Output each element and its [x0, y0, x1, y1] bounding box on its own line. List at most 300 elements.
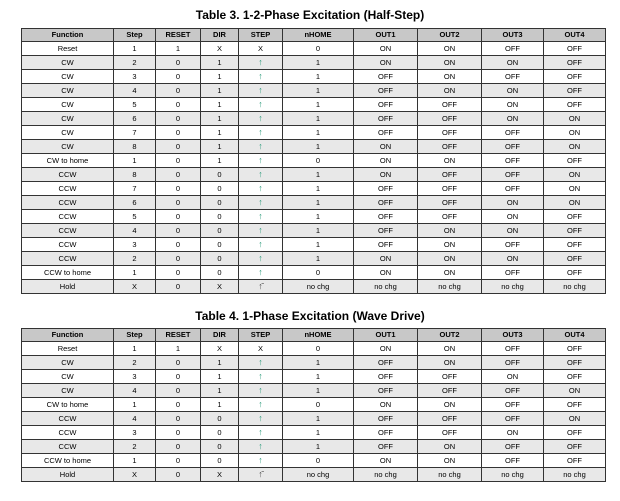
column-header: OUT1: [354, 329, 418, 342]
table-cell: 1: [114, 454, 156, 468]
table-cell: 0: [201, 196, 239, 210]
table-cell: 1: [114, 342, 156, 356]
column-header: OUT1: [354, 29, 418, 42]
table-cell: OFF: [544, 154, 606, 168]
table-cell: no chg: [354, 468, 418, 482]
table-cell: X: [239, 42, 283, 56]
table-cell: 1: [283, 356, 354, 370]
table-cell: CCW: [22, 412, 114, 426]
table-cell: 1: [283, 56, 354, 70]
table-cell: 0: [283, 266, 354, 280]
table-cell: 1: [114, 398, 156, 412]
table-cell: no chg: [283, 468, 354, 482]
table-cell: OFF: [544, 70, 606, 84]
table-row: [22, 454, 606, 468]
table-cell: OFF: [544, 42, 606, 56]
table-row: [22, 370, 606, 384]
table-cell: ON: [418, 238, 482, 252]
table-cell: 0: [156, 356, 201, 370]
table-cell: 0: [201, 426, 239, 440]
table-cell: 0: [201, 210, 239, 224]
table-4-title: Table 4. 1-Phase Excitation (Wave Drive): [195, 309, 425, 323]
table-cell: 1: [283, 126, 354, 140]
column-header: OUT4: [544, 29, 606, 42]
table-cell: ON: [482, 112, 544, 126]
table-cell: no chg: [544, 468, 606, 482]
column-header: RESET: [156, 29, 201, 42]
table-cell: 0: [156, 398, 201, 412]
table-row: [22, 356, 606, 370]
table-cell: 0: [156, 168, 201, 182]
table-cell: ON: [418, 154, 482, 168]
table-cell: OFF: [544, 454, 606, 468]
table-cell: OFF: [482, 182, 544, 196]
table-cell: ↑: [239, 210, 283, 224]
table-cell: 1: [201, 84, 239, 98]
table-row: [22, 384, 606, 398]
table-row: [22, 84, 606, 98]
column-header: OUT2: [418, 29, 482, 42]
table-cell: ↑: [239, 56, 283, 70]
table-cell: OFF: [544, 210, 606, 224]
table-cell: ON: [418, 356, 482, 370]
table-cell: ↑: [239, 126, 283, 140]
table-cell: OFF: [418, 370, 482, 384]
table-cell: 0: [283, 398, 354, 412]
table-cell: OFF: [544, 84, 606, 98]
table-cell: 0: [156, 384, 201, 398]
column-header: DIR: [201, 29, 239, 42]
table-cell: X: [201, 42, 239, 56]
table-cell: ↑: [239, 140, 283, 154]
table-cell: OFF: [482, 356, 544, 370]
table-row: [22, 252, 606, 266]
column-header: OUT2: [418, 329, 482, 342]
table-cell: Reset: [22, 342, 114, 356]
table-header-row: [22, 329, 606, 342]
table-cell: 0: [156, 280, 201, 294]
table-cell: 1: [283, 384, 354, 398]
table-cell: 0: [283, 42, 354, 56]
table-cell: 8: [114, 168, 156, 182]
table-cell: 1: [201, 384, 239, 398]
table-row: [22, 280, 606, 294]
table-cell: 0: [156, 98, 201, 112]
table-cell: 0: [201, 182, 239, 196]
table-cell: no chg: [544, 280, 606, 294]
table-cell: 2: [114, 440, 156, 454]
table-cell: OFF: [418, 112, 482, 126]
table-cell: X: [114, 280, 156, 294]
table-cell: 1: [283, 140, 354, 154]
table-cell: ↑: [239, 154, 283, 168]
table-cell: OFF: [418, 196, 482, 210]
table-cell: OFF: [544, 426, 606, 440]
table-cell: 0: [156, 196, 201, 210]
table-cell: ON: [482, 426, 544, 440]
column-header: OUT3: [482, 329, 544, 342]
table-cell: OFF: [482, 266, 544, 280]
table-cell: ON: [544, 384, 606, 398]
table-cell: 6: [114, 196, 156, 210]
table-cell: ON: [418, 42, 482, 56]
table-cell: ↑: [239, 426, 283, 440]
table-cell: 0: [201, 412, 239, 426]
table-cell: ↑: [239, 398, 283, 412]
table-cell: no chg: [354, 280, 418, 294]
table-cell: OFF: [354, 384, 418, 398]
table-cell: 0: [156, 154, 201, 168]
table-cell: X: [201, 342, 239, 356]
table-cell: CW: [22, 384, 114, 398]
table-cell: 1: [283, 98, 354, 112]
table-cell: ON: [418, 84, 482, 98]
table-cell: 0: [283, 154, 354, 168]
table-cell: 1: [283, 252, 354, 266]
table-cell: OFF: [544, 398, 606, 412]
table-cell: CCW to home: [22, 454, 114, 468]
table-cell: CW: [22, 84, 114, 98]
table-cell: ON: [544, 126, 606, 140]
table-cell: ↑: [239, 112, 283, 126]
table-cell: 0: [156, 84, 201, 98]
table-cell: 1: [201, 154, 239, 168]
table-cell: 0: [156, 370, 201, 384]
table-cell: 1: [201, 70, 239, 84]
table-cell: ON: [482, 210, 544, 224]
column-header: nHOME: [283, 29, 354, 42]
table-cell: 5: [114, 210, 156, 224]
table-cell: CW: [22, 140, 114, 154]
table-cell: CW: [22, 370, 114, 384]
table-cell: OFF: [354, 224, 418, 238]
table-cell: 2: [114, 356, 156, 370]
table-cell: ↑: [239, 238, 283, 252]
table-cell: OFF: [354, 98, 418, 112]
table-cell: OFF: [354, 126, 418, 140]
table-3-half-step: [21, 28, 606, 294]
table-row: [22, 440, 606, 454]
table-cell: 1: [201, 98, 239, 112]
table-cell: 1: [114, 154, 156, 168]
table-cell: CW: [22, 356, 114, 370]
table-cell: ON: [482, 84, 544, 98]
table-cell: 4: [114, 384, 156, 398]
table-cell: OFF: [482, 384, 544, 398]
table-cell: Hold: [22, 468, 114, 482]
table-4-wave-drive: [21, 328, 606, 482]
table-cell: 1: [283, 196, 354, 210]
table-cell: ↑̄: [239, 280, 283, 294]
table-cell: X: [239, 342, 283, 356]
table-cell: ON: [418, 70, 482, 84]
table-cell: 4: [114, 224, 156, 238]
table-row: [22, 196, 606, 210]
table-cell: ON: [544, 140, 606, 154]
table-row: [22, 426, 606, 440]
table-cell: OFF: [354, 370, 418, 384]
table-cell: OFF: [354, 440, 418, 454]
table-cell: 1: [283, 426, 354, 440]
table-cell: CW: [22, 126, 114, 140]
table-cell: no chg: [482, 280, 544, 294]
table-cell: CCW: [22, 210, 114, 224]
table-cell: no chg: [418, 280, 482, 294]
table-cell: ON: [354, 454, 418, 468]
table-cell: 4: [114, 412, 156, 426]
table-cell: 2: [114, 56, 156, 70]
table-cell: ON: [544, 182, 606, 196]
table-cell: 1: [283, 182, 354, 196]
table-row: [22, 154, 606, 168]
table-cell: ↑: [239, 440, 283, 454]
table-cell: ON: [418, 454, 482, 468]
table-cell: 0: [156, 468, 201, 482]
table-cell: ↑: [239, 182, 283, 196]
table-cell: OFF: [544, 56, 606, 70]
table-cell: ON: [354, 140, 418, 154]
table-cell: 0: [283, 454, 354, 468]
table-cell: OFF: [482, 238, 544, 252]
table-cell: 0: [156, 182, 201, 196]
table-cell: ↑: [239, 98, 283, 112]
table-cell: CW to home: [22, 398, 114, 412]
table-cell: no chg: [482, 468, 544, 482]
table-cell: ON: [482, 224, 544, 238]
table-cell: ↑: [239, 454, 283, 468]
table-cell: ON: [354, 398, 418, 412]
table-row: [22, 224, 606, 238]
table-cell: 1: [201, 370, 239, 384]
table-row: [22, 70, 606, 84]
table-cell: CCW: [22, 182, 114, 196]
table-cell: 1: [201, 112, 239, 126]
table-cell: OFF: [354, 70, 418, 84]
table-cell: 7: [114, 126, 156, 140]
table-cell: ON: [418, 224, 482, 238]
table-cell: OFF: [544, 440, 606, 454]
table-cell: CW to home: [22, 154, 114, 168]
table-cell: OFF: [544, 356, 606, 370]
table-cell: 3: [114, 426, 156, 440]
table-cell: ON: [544, 168, 606, 182]
column-header: Step: [114, 29, 156, 42]
table-cell: 1: [283, 70, 354, 84]
table-cell: OFF: [418, 182, 482, 196]
table-cell: 0: [156, 252, 201, 266]
table-cell: ON: [418, 252, 482, 266]
column-header: STEP: [239, 29, 283, 42]
table-header-row: [22, 29, 606, 42]
table-cell: 0: [201, 266, 239, 280]
table-cell: ON: [482, 196, 544, 210]
table-cell: ↑: [239, 412, 283, 426]
table-cell: ↑: [239, 370, 283, 384]
table-row: [22, 112, 606, 126]
table-cell: ON: [482, 370, 544, 384]
table-cell: CCW: [22, 440, 114, 454]
table-cell: 3: [114, 238, 156, 252]
table-cell: OFF: [354, 356, 418, 370]
table-cell: ON: [482, 98, 544, 112]
table-cell: 2: [114, 252, 156, 266]
table-cell: 0: [156, 238, 201, 252]
table-cell: ↑: [239, 224, 283, 238]
table-cell: ON: [354, 42, 418, 56]
table-cell: 1: [156, 42, 201, 56]
table-row: [22, 468, 606, 482]
table-row: [22, 238, 606, 252]
table-cell: CCW to home: [22, 266, 114, 280]
table-cell: 1: [156, 342, 201, 356]
table-row: [22, 266, 606, 280]
table-cell: 0: [156, 140, 201, 154]
table-cell: 0: [201, 224, 239, 238]
table-row: [22, 210, 606, 224]
table-cell: CCW: [22, 426, 114, 440]
table-cell: OFF: [544, 370, 606, 384]
table-cell: 5: [114, 98, 156, 112]
table-cell: Reset: [22, 42, 114, 56]
table-cell: ↑: [239, 196, 283, 210]
table-row: [22, 182, 606, 196]
table-cell: 0: [283, 342, 354, 356]
table-cell: 0: [201, 440, 239, 454]
table-cell: OFF: [354, 84, 418, 98]
table-cell: 1: [283, 440, 354, 454]
table-cell: CCW: [22, 238, 114, 252]
table-cell: OFF: [544, 98, 606, 112]
table-cell: OFF: [354, 196, 418, 210]
table-cell: 0: [156, 426, 201, 440]
table-cell: ↑: [239, 356, 283, 370]
table-cell: 0: [156, 454, 201, 468]
table-cell: OFF: [482, 70, 544, 84]
table-cell: CW: [22, 56, 114, 70]
table-cell: ↑: [239, 252, 283, 266]
table-cell: ↑: [239, 70, 283, 84]
table-cell: OFF: [354, 426, 418, 440]
table-cell: 1: [114, 266, 156, 280]
table-cell: ON: [418, 56, 482, 70]
table-cell: OFF: [418, 140, 482, 154]
table-cell: ↑̄: [239, 468, 283, 482]
table-cell: OFF: [482, 342, 544, 356]
table-cell: 0: [201, 168, 239, 182]
table-cell: CCW: [22, 224, 114, 238]
table-cell: OFF: [418, 384, 482, 398]
table-row: [22, 168, 606, 182]
table-cell: 0: [156, 412, 201, 426]
table-cell: ↑: [239, 266, 283, 280]
table-cell: 0: [156, 224, 201, 238]
table-cell: ↑: [239, 84, 283, 98]
table-cell: OFF: [482, 42, 544, 56]
table-cell: X: [201, 468, 239, 482]
table-cell: 3: [114, 70, 156, 84]
table-row: [22, 126, 606, 140]
table-row: [22, 140, 606, 154]
table-cell: 4: [114, 84, 156, 98]
column-header: OUT4: [544, 329, 606, 342]
table-cell: 0: [156, 70, 201, 84]
table-cell: OFF: [418, 426, 482, 440]
table-cell: 0: [201, 454, 239, 468]
table-cell: OFF: [354, 182, 418, 196]
table-cell: ON: [418, 342, 482, 356]
table-cell: ON: [354, 252, 418, 266]
table-cell: OFF: [544, 342, 606, 356]
table-cell: 8: [114, 140, 156, 154]
table-cell: 1: [283, 370, 354, 384]
table-cell: OFF: [482, 126, 544, 140]
table-cell: Hold: [22, 280, 114, 294]
column-header: nHOME: [283, 329, 354, 342]
table-cell: OFF: [354, 210, 418, 224]
table-cell: ON: [354, 266, 418, 280]
table-cell: ON: [418, 440, 482, 454]
table-cell: CCW: [22, 168, 114, 182]
column-header: Function: [22, 329, 114, 342]
table-cell: 0: [156, 440, 201, 454]
column-header: OUT3: [482, 29, 544, 42]
table-cell: CW: [22, 70, 114, 84]
table-cell: 1: [114, 42, 156, 56]
table-cell: OFF: [544, 252, 606, 266]
table-cell: ON: [418, 398, 482, 412]
table-cell: no chg: [283, 280, 354, 294]
table-cell: 1: [283, 210, 354, 224]
table-cell: 0: [156, 126, 201, 140]
column-header: DIR: [201, 329, 239, 342]
table-cell: OFF: [418, 210, 482, 224]
table-cell: X: [201, 280, 239, 294]
table-cell: 1: [201, 126, 239, 140]
table-cell: 1: [201, 398, 239, 412]
table-cell: OFF: [482, 168, 544, 182]
column-header: STEP: [239, 329, 283, 342]
table-row: [22, 342, 606, 356]
column-header: Step: [114, 329, 156, 342]
table-cell: 0: [201, 238, 239, 252]
table-cell: 1: [283, 238, 354, 252]
table-cell: 1: [283, 84, 354, 98]
table-cell: OFF: [354, 412, 418, 426]
table-cell: ↑: [239, 384, 283, 398]
table-cell: OFF: [482, 154, 544, 168]
table-cell: 0: [201, 252, 239, 266]
table-cell: OFF: [544, 266, 606, 280]
table-cell: OFF: [418, 168, 482, 182]
table-cell: OFF: [482, 440, 544, 454]
table-cell: CCW: [22, 196, 114, 210]
table-cell: 1: [201, 56, 239, 70]
table-row: [22, 42, 606, 56]
table-3-title: Table 3. 1-2-Phase Excitation (Half-Step): [195, 8, 425, 22]
table-cell: ON: [354, 168, 418, 182]
table-cell: 1: [283, 412, 354, 426]
table-cell: 3: [114, 370, 156, 384]
table-cell: 0: [156, 266, 201, 280]
table-cell: ON: [482, 56, 544, 70]
table-cell: OFF: [354, 112, 418, 126]
table-cell: 0: [156, 112, 201, 126]
table-cell: ON: [354, 56, 418, 70]
table-cell: OFF: [418, 98, 482, 112]
table-row: [22, 56, 606, 70]
table-cell: CCW: [22, 252, 114, 266]
table-row: [22, 398, 606, 412]
